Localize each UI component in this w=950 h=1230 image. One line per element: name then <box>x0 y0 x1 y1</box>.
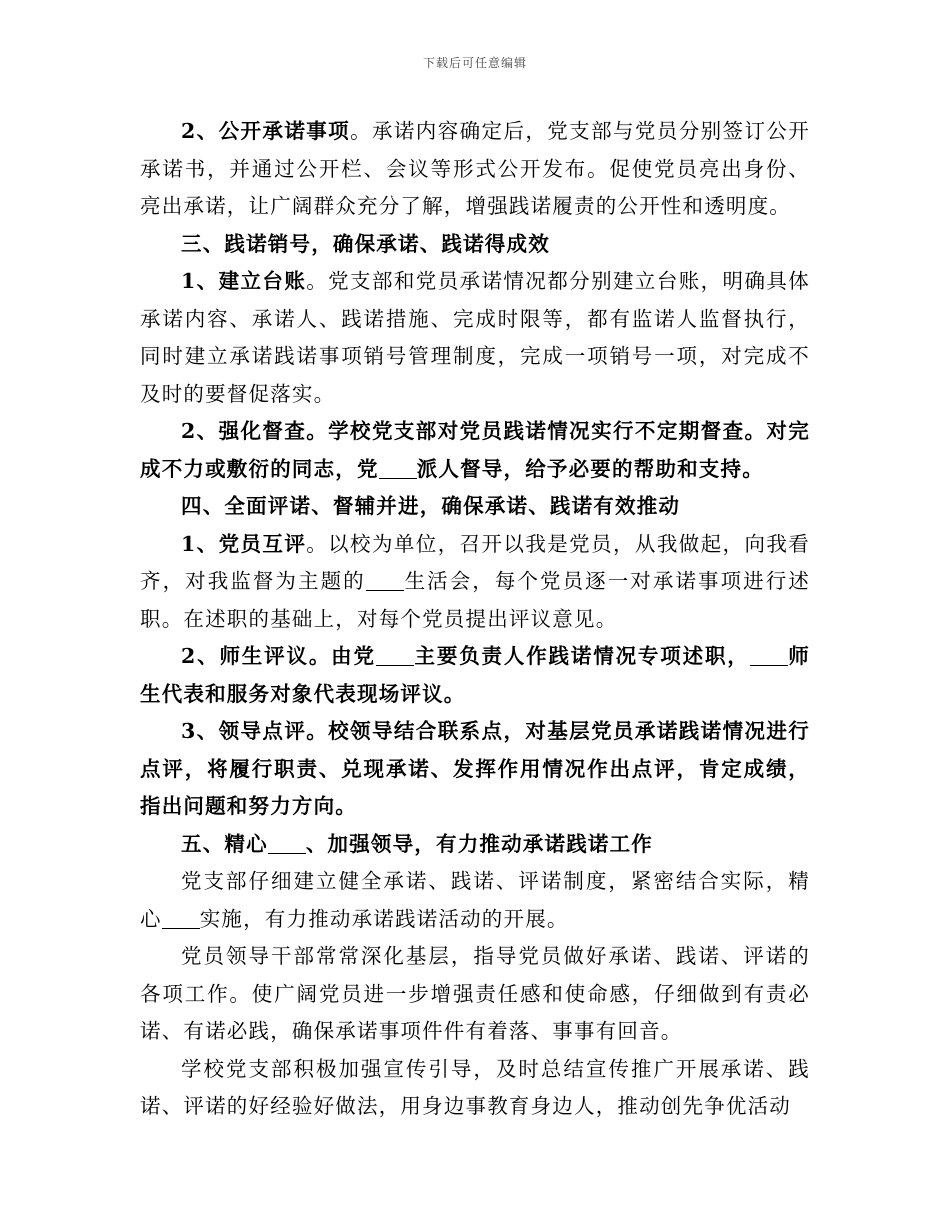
section-heading-4: 四、全面评诺、督辅并进，确保承诺、践诺有效推动 <box>181 494 681 518</box>
blank-line <box>366 570 404 592</box>
blank-line <box>376 645 414 667</box>
paragraph-teacher-student-review: 2、师生评议。由党 主要负责人作践诺情况专项述职， 师生代表和服务对象代表现场评议。 <box>140 644 810 706</box>
blank-line <box>379 457 417 479</box>
paragraph-public-commitment: 2、公开承诺事项。承诺内容确定后，党支部与党员分别签订公开承诺书，并通过公开栏、会议等形式公开发布。促使党员亮出身份、亮出承诺，让广阔群众充分了解，增强践诺履责的公开性和透明度。 <box>140 119 810 218</box>
paragraph-supervision: 2、强化督查。学校党支部对党员践诺情况实行不定期督查。对完成不力或敷衍的同志，党 派人督导，给予必要的帮助和支持。 <box>140 419 810 481</box>
blank-line <box>268 832 306 854</box>
blank-line <box>162 907 200 929</box>
section-heading-3: 三、践诺销号，确保承诺、践诺得成效 <box>181 231 550 256</box>
blank-line <box>750 645 788 667</box>
section-heading-5: 五、精心 、加强领导，有力推动承诺践诺工作 <box>181 831 654 856</box>
document-body <box>140 113 810 1126</box>
paragraph-ledger: 1、建立台账。党支部和党员承诺情况都分别建立台账，明确具体承诺内容、承诺人、践诺措施、完成时限等，都有监诺人监督执行，同时建立承诺践诺事项销号管理制度，完成一项销号一项，对完成不及时的要督促落实。 <box>140 269 810 406</box>
paragraph-leaders-grassroots: 党员领导干部常常深化基层，指导党员做好承诺、践诺、评诺的各项工作。使广阔党员进一步增强责任感和使命感，仔细做到有责必诺、有诺必践，确保承诺事项件件有着落、事事有回音。 <box>140 944 810 1043</box>
item-title: 2、公开承诺事项 <box>181 119 351 143</box>
item-title: 1、建立台账 <box>181 269 307 293</box>
paragraph-system-building: 党支部仔细建立健全承诺、践诺、评诺制度，紧密结合实际，精心 实施，有力推动承诺践诺活动的开展。 <box>140 869 810 931</box>
paragraph-peer-review: 1、党员互评。以校为单位，召开以我是党员，从我做起，向我看齐，对我监督为主题的 生活会，每个党员逐一对承诺事项进行述职。在述职的基础上，对每个党员提出评议意见。 <box>140 531 810 631</box>
paragraph-publicity: 学校党支部积极加强宣传引导，及时总结宣传推广开展承诺、践诺、评诺的好经验好做法，用身边事教育身边人，推动创先争优活动 <box>140 1056 810 1118</box>
paragraph-leader-review: 3、领导点评。校领导结合联系点，对基层党员承诺践诺情况进行点评，将履行职责、兑现承诺、发挥作用情况作出点评，肯定成绩，指出问题和努力方向。 <box>140 719 810 818</box>
item-title: 1、党员互评 <box>181 531 307 556</box>
page-header-note: 下载后可任意编辑 <box>422 56 527 70</box>
